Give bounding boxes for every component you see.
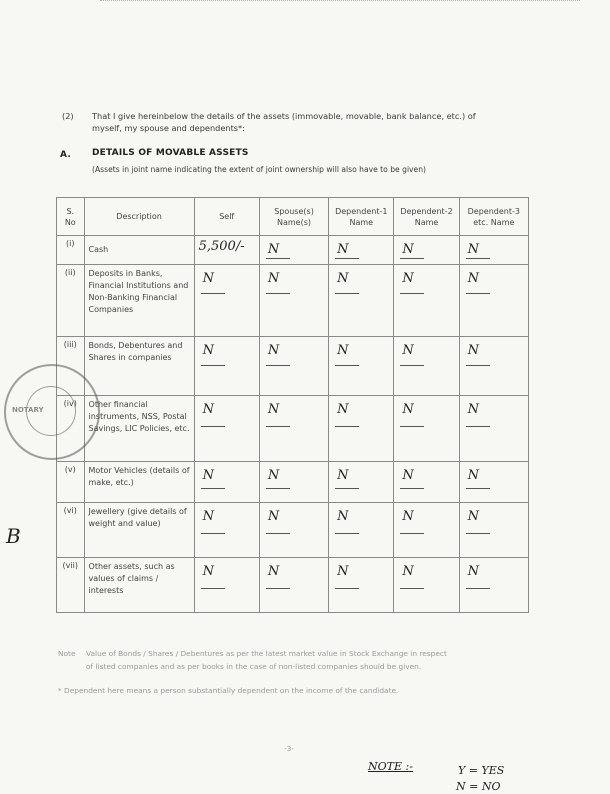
handwritten-value: N xyxy=(267,468,280,483)
handwritten-value: N xyxy=(337,564,349,579)
cell-dependent-3 xyxy=(459,236,528,265)
cell-spouse xyxy=(259,396,328,462)
underline-stroke xyxy=(400,533,424,534)
header-description: Description xyxy=(84,198,194,236)
cell-dependent-1 xyxy=(329,462,394,503)
underline-stroke xyxy=(266,533,290,534)
header-self: Self xyxy=(194,198,259,236)
handwritten-value: N xyxy=(467,402,479,417)
underline-stroke xyxy=(335,588,359,589)
underline-stroke xyxy=(335,426,359,427)
cell-spouse xyxy=(259,462,328,503)
cell-dependent-3 xyxy=(459,462,528,503)
cell-dependent-2 xyxy=(394,236,459,265)
row-description: Cash xyxy=(84,236,194,265)
cell-dependent-3 xyxy=(459,337,528,396)
intro-text-line2: myself, my spouse and dependents*: xyxy=(92,123,245,133)
table-row xyxy=(57,462,529,503)
cell-self xyxy=(194,503,259,558)
table-row xyxy=(57,337,529,396)
handwritten-note-no: N = NO xyxy=(456,780,501,793)
intro-text xyxy=(92,110,532,134)
cell-spouse xyxy=(259,337,328,396)
handwritten-note-yes: Y = YES xyxy=(458,764,505,777)
top-cut-line xyxy=(100,0,580,7)
header-dependent-1: Dependent-1 Name xyxy=(329,198,394,236)
row-sno: (ii) xyxy=(57,265,85,337)
movable-assets-table xyxy=(56,197,529,613)
cell-dependent-3 xyxy=(459,396,528,462)
underline-stroke xyxy=(466,365,490,366)
cell-dependent-1 xyxy=(329,265,394,337)
handwritten-note-label: NOTE :- xyxy=(368,760,413,773)
handwritten-value: N xyxy=(402,564,414,579)
notary-stamp-text: NOTARY xyxy=(12,406,44,414)
underline-stroke xyxy=(266,293,290,294)
underline-stroke xyxy=(201,365,225,366)
header-dependent-2: Dependent-2 Name xyxy=(394,198,459,236)
handwritten-value: N xyxy=(202,402,214,417)
handwritten-value: N xyxy=(267,564,280,579)
underline-stroke xyxy=(400,365,424,366)
row-description: Other financial instruments, NSS, Postal Savings, LIC Policies, etc. xyxy=(84,396,194,462)
handwritten-value: N xyxy=(337,242,349,257)
cell-dependent-3 xyxy=(459,503,528,558)
table-header-row xyxy=(57,198,529,236)
cell-dependent-1 xyxy=(329,503,394,558)
cell-dependent-1 xyxy=(329,396,394,462)
underline-stroke xyxy=(201,426,225,427)
handwritten-value: N xyxy=(202,271,214,286)
row-description: Deposits in Banks, Financial Institutions and Non-Banking Financial Companies xyxy=(84,265,194,337)
handwritten-value: N xyxy=(267,271,280,286)
table-row xyxy=(57,503,529,558)
section-letter: A. xyxy=(60,150,71,160)
cell-self xyxy=(194,558,259,613)
row-sno: (iv) xyxy=(57,396,85,462)
underline-stroke xyxy=(466,488,490,489)
notary-stamp xyxy=(4,364,100,460)
cell-dependent-2 xyxy=(394,265,459,337)
handwritten-value: N xyxy=(402,468,414,483)
header-spouse: Spouse(s) Name(s) xyxy=(259,198,328,236)
note-label: Note xyxy=(58,649,76,658)
handwritten-value: N xyxy=(467,509,479,524)
underline-stroke xyxy=(466,293,490,294)
cell-self xyxy=(194,265,259,337)
underline-stroke xyxy=(266,588,290,589)
cell-dependent-1 xyxy=(329,337,394,396)
cell-spouse xyxy=(259,503,328,558)
underline-stroke xyxy=(335,293,359,294)
handwritten-value: N xyxy=(402,271,414,286)
handwritten-value: N xyxy=(402,242,414,257)
intro-number: (2) xyxy=(62,111,74,121)
section-title: DETAILS OF MOVABLE ASSETS xyxy=(92,148,249,158)
handwritten-value: N xyxy=(337,343,349,358)
handwritten-value: N xyxy=(467,468,479,483)
underline-stroke xyxy=(335,533,359,534)
handwritten-value: N xyxy=(267,509,280,524)
row-sno: (vii) xyxy=(57,558,85,613)
cell-dependent-2 xyxy=(394,558,459,613)
underline-stroke xyxy=(266,258,290,259)
underline-stroke xyxy=(400,488,424,489)
cell-spouse xyxy=(259,265,328,337)
table-row xyxy=(57,396,529,462)
handwritten-value: N xyxy=(467,564,479,579)
handwritten-value: N xyxy=(202,509,214,524)
cell-spouse xyxy=(259,558,328,613)
cell-dependent-2 xyxy=(394,396,459,462)
handwritten-value: N xyxy=(402,509,414,524)
intro-text-line1: That I give hereinbelow the details of the assets (immovable, movable, bank balance, etc.) of xyxy=(92,111,476,121)
cell-self xyxy=(194,462,259,503)
cell-dependent-2 xyxy=(394,462,459,503)
note-body xyxy=(86,647,526,673)
handwritten-value: N xyxy=(337,468,349,483)
cell-spouse xyxy=(259,236,328,265)
row-description: Bonds, Debentures and Shares in companies xyxy=(84,337,194,396)
underline-stroke xyxy=(335,365,359,366)
note-line2: of listed companies and as per books in the case of non-listed companies should be given. xyxy=(86,662,422,671)
cell-dependent-2 xyxy=(394,503,459,558)
cell-dependent-3 xyxy=(459,265,528,337)
underline-stroke xyxy=(466,258,490,259)
underline-stroke xyxy=(266,488,290,489)
underline-stroke xyxy=(466,588,490,589)
cell-dependent-2 xyxy=(394,337,459,396)
underline-stroke xyxy=(201,488,225,489)
underline-stroke xyxy=(335,488,359,489)
underline-stroke xyxy=(466,533,490,534)
note-line1: Value of Bonds / Shares / Debentures as per the latest market value in Stock Exchange in respect xyxy=(86,649,447,658)
table-row xyxy=(57,558,529,613)
header-sno: S. No xyxy=(57,198,85,236)
underline-stroke xyxy=(201,533,225,534)
row-sno: (v) xyxy=(57,462,85,503)
cell-dependent-1 xyxy=(329,236,394,265)
row-description: Motor Vehicles (details of make, etc.) xyxy=(84,462,194,503)
handwritten-value: 5,500/- xyxy=(198,239,245,254)
table-row xyxy=(57,236,529,265)
header-dependent-3: Dependent-3 etc. Name xyxy=(459,198,528,236)
cell-dependent-3 xyxy=(459,558,528,613)
underline-stroke xyxy=(201,293,225,294)
cell-self xyxy=(194,396,259,462)
section-subtitle: (Assets in joint name indicating the extent of joint ownership will also have to be given) xyxy=(92,165,426,174)
page-number: -3- xyxy=(284,744,295,753)
row-description: Other assets, such as values of claims / interests xyxy=(84,558,194,613)
underline-stroke xyxy=(335,258,359,259)
underline-stroke xyxy=(400,258,424,259)
handwritten-value: N xyxy=(202,468,214,483)
handwritten-value: N xyxy=(337,271,349,286)
handwritten-value: N xyxy=(467,271,479,286)
underline-stroke xyxy=(466,426,490,427)
underline-stroke xyxy=(201,588,225,589)
underline-stroke xyxy=(400,588,424,589)
cell-self xyxy=(194,337,259,396)
cell-self xyxy=(194,236,259,265)
handwritten-value: N xyxy=(202,343,214,358)
table-row xyxy=(57,265,529,337)
margin-mark: B xyxy=(6,524,21,548)
underline-stroke xyxy=(400,426,424,427)
handwritten-value: N xyxy=(467,242,479,257)
underline-stroke xyxy=(266,426,290,427)
handwritten-value: N xyxy=(202,564,214,579)
note-dependent-definition: * Dependent here means a person substantially dependent on the income of the candidate. xyxy=(58,686,399,695)
handwritten-value: N xyxy=(267,242,280,257)
cell-dependent-1 xyxy=(329,558,394,613)
handwritten-value: N xyxy=(267,343,280,358)
handwritten-value: N xyxy=(337,509,349,524)
row-sno: (vi) xyxy=(57,503,85,558)
handwritten-value: N xyxy=(402,402,414,417)
handwritten-value: N xyxy=(402,343,414,358)
handwritten-value: N xyxy=(267,402,280,417)
row-sno: (i) xyxy=(57,236,85,265)
row-description: Jewellery (give details of weight and value) xyxy=(84,503,194,558)
row-sno: (iii) xyxy=(57,337,85,396)
underline-stroke xyxy=(400,293,424,294)
handwritten-value: N xyxy=(337,402,349,417)
handwritten-value: N xyxy=(467,343,479,358)
underline-stroke xyxy=(266,365,290,366)
